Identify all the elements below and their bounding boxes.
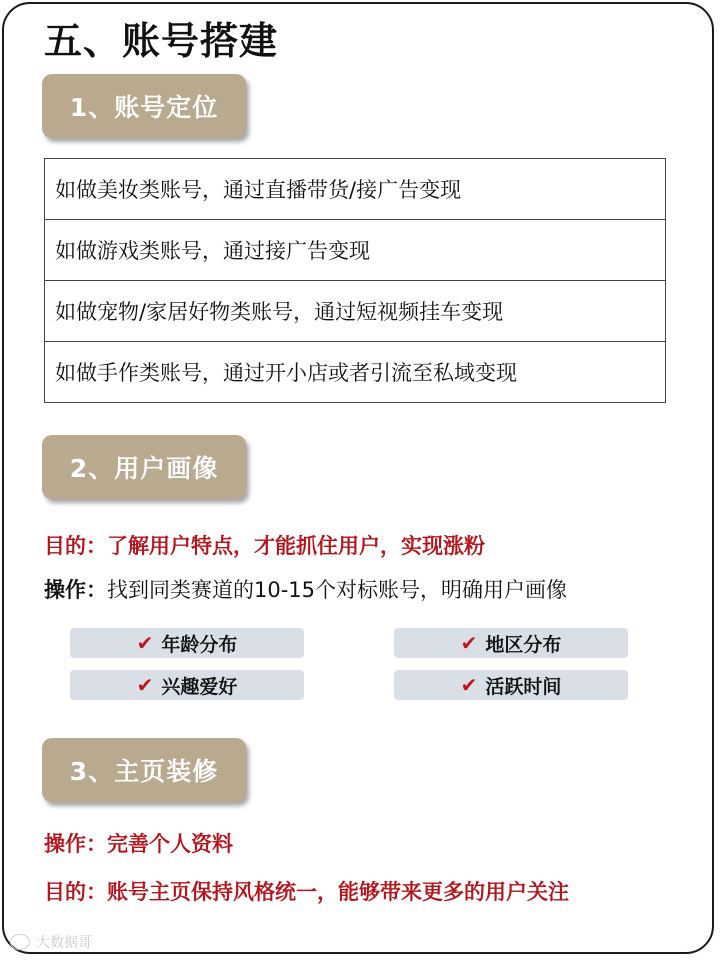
check-icon: ✔ [460, 631, 478, 655]
table-row: 如做游戏类账号，通过接广告变现 [45, 220, 665, 281]
positioning-table [44, 158, 666, 403]
page-title: 五、账号搭建 [44, 19, 279, 63]
tag-label: 兴趣爱好 [161, 675, 238, 698]
section-heading-homepage: 3、主页装修 [42, 738, 246, 802]
watermark-text: 大数据哥 [36, 935, 92, 951]
check-icon: ✔ [460, 673, 478, 697]
tag-interests [70, 670, 304, 700]
operation-label: 操作： [44, 578, 107, 602]
homepage-goal: 目的：账号主页保持风格统一，能够带来更多的用户关注 [44, 880, 569, 904]
operation-text: 找到同类赛道的10-15个对标账号，明确用户画像 [107, 578, 568, 602]
tag-label: 年龄分布 [161, 633, 238, 656]
tag-active-time [394, 670, 628, 700]
watermark [10, 932, 92, 952]
homepage-operation: 操作：完善个人资料 [44, 832, 233, 856]
table-row: 如做手作类账号，通过开小店或者引流至私域变现 [55, 361, 517, 385]
check-icon: ✔ [136, 673, 154, 697]
tag-age-distribution [70, 628, 304, 658]
check-icon: ✔ [136, 631, 154, 655]
section-heading-user-profile: 2、用户画像 [42, 435, 246, 499]
tag-label: 活跃时间 [485, 675, 562, 698]
user-profile-goal: 目的：了解用户特点，才能抓住用户，实现涨粉 [44, 534, 485, 558]
watermark-icon [10, 934, 30, 950]
table-row: 如做美妆类账号，通过直播带货/接广告变现 [45, 159, 665, 220]
table-row: 如做宠物/家居好物类账号，通过短视频挂车变现 [45, 281, 665, 342]
tag-label: 地区分布 [485, 633, 562, 656]
section-heading-positioning: 1、账号定位 [42, 74, 246, 138]
tag-region-distribution [394, 628, 628, 658]
user-profile-operation [44, 574, 567, 604]
